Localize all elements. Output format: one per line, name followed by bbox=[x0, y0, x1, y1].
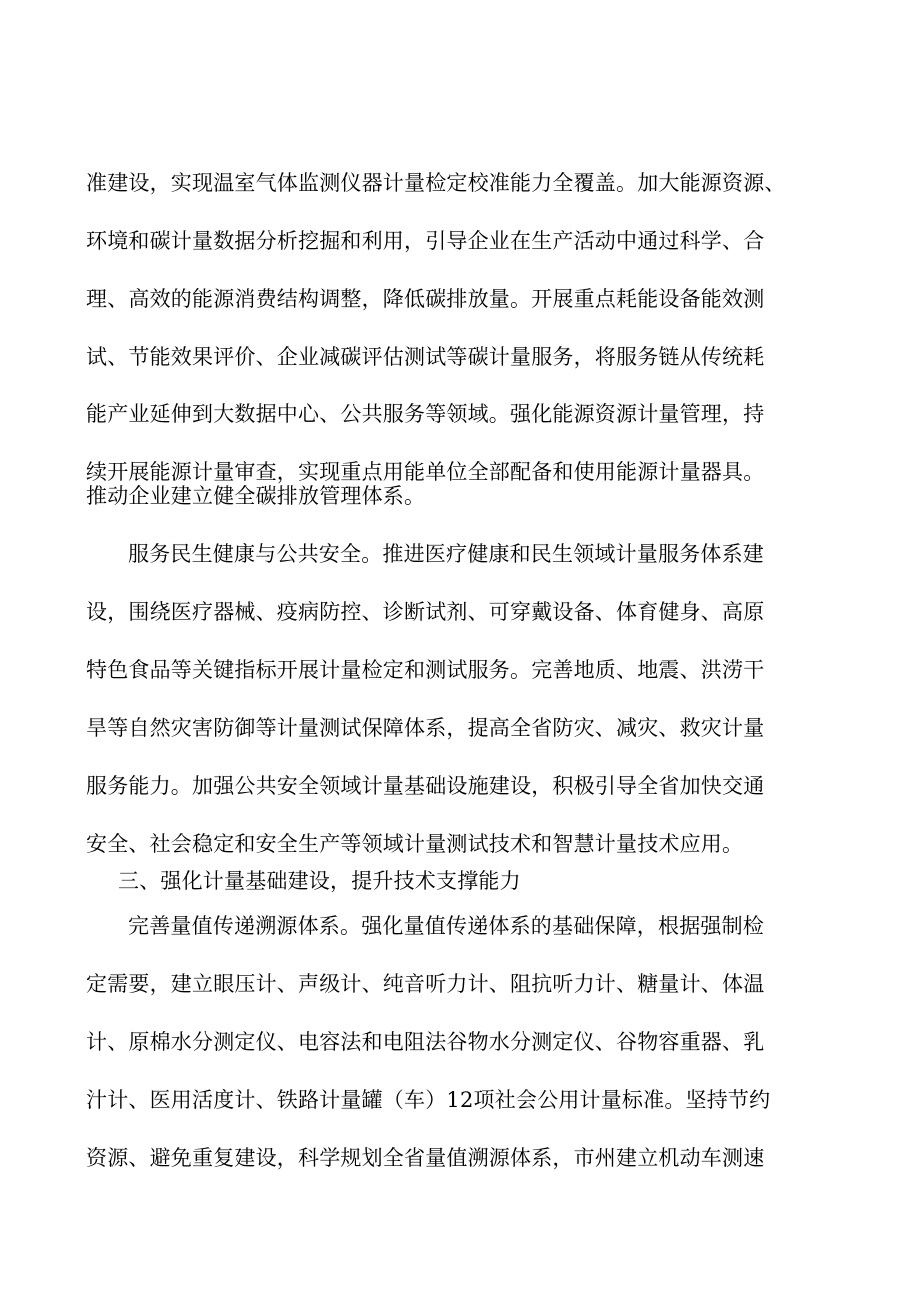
section-heading: 三、强化计量基础建设，提升技术支撑能力 bbox=[118, 869, 521, 893]
text-line: 计、原棉水分测定仪、电容法和电阻法谷物水分测定仪、谷物容重器、乳 bbox=[86, 1030, 765, 1054]
text-line: 推动企业建立健全碳排放管理体系。 bbox=[86, 484, 426, 508]
text-line: 理、高效的能源消费结构调整，降低碳排放量。开展重点耗能设备能效测 bbox=[86, 287, 765, 311]
text-line: 资源、避免重复建设，科学规划全省量值溯源体系，市州建立机动车测速 bbox=[86, 1146, 765, 1170]
text-line: 设，围绕医疗器械、疫病防控、诊断试剂、可穿戴设备、体育健身、高原 bbox=[86, 600, 765, 624]
text-line: 完善量值传递溯源体系。强化量值传递体系的基础保障，根据强制检 bbox=[128, 914, 764, 938]
text-line: 续开展能源计量审查，实现重点用能单位全部配备和使用能源计量器具。 bbox=[86, 460, 765, 484]
text-line: 安全、社会稳定和安全生产等领域计量测试技术和智慧计量技术应用。 bbox=[86, 832, 744, 856]
text-line: 服务能力。加强公共安全领域计量基础设施建设，积极引导全省加快交通 bbox=[86, 774, 765, 798]
text-line: 准建设，实现温室气体监测仪器计量检定校准能力全覆盖。加大能源资源、 bbox=[86, 171, 786, 195]
text-line: 试、节能效果评价、企业减碳评估测试等碳计量服务，将服务链从传统耗 bbox=[86, 345, 765, 369]
text-line: 服务民生健康与公共安全。推进医疗健康和民生领域计量服务体系建 bbox=[128, 542, 764, 566]
text-line: 汁计、医用活度计、铁路计量罐（车）12项社会公用计量标准。坚持节约 bbox=[86, 1088, 771, 1112]
text-line: 能产业延伸到大数据中心、公共服务等领域。强化能源资源计量管理，持 bbox=[86, 402, 765, 426]
text-line: 环境和碳计量数据分析挖掘和利用，引导企业在生产活动中通过科学、合 bbox=[86, 229, 765, 253]
text-line: 定需要，建立眼压计、声级计、纯音听力计、阻抗听力计、糖量计、体温 bbox=[86, 972, 765, 996]
text-line: 特色食品等关键指标开展计量检定和测试服务。完善地质、地震、洪涝干 bbox=[86, 658, 765, 682]
text-line: 旱等自然灾害防御等计量测试保障体系，提高全省防灾、减灾、救灾计量 bbox=[86, 716, 765, 740]
